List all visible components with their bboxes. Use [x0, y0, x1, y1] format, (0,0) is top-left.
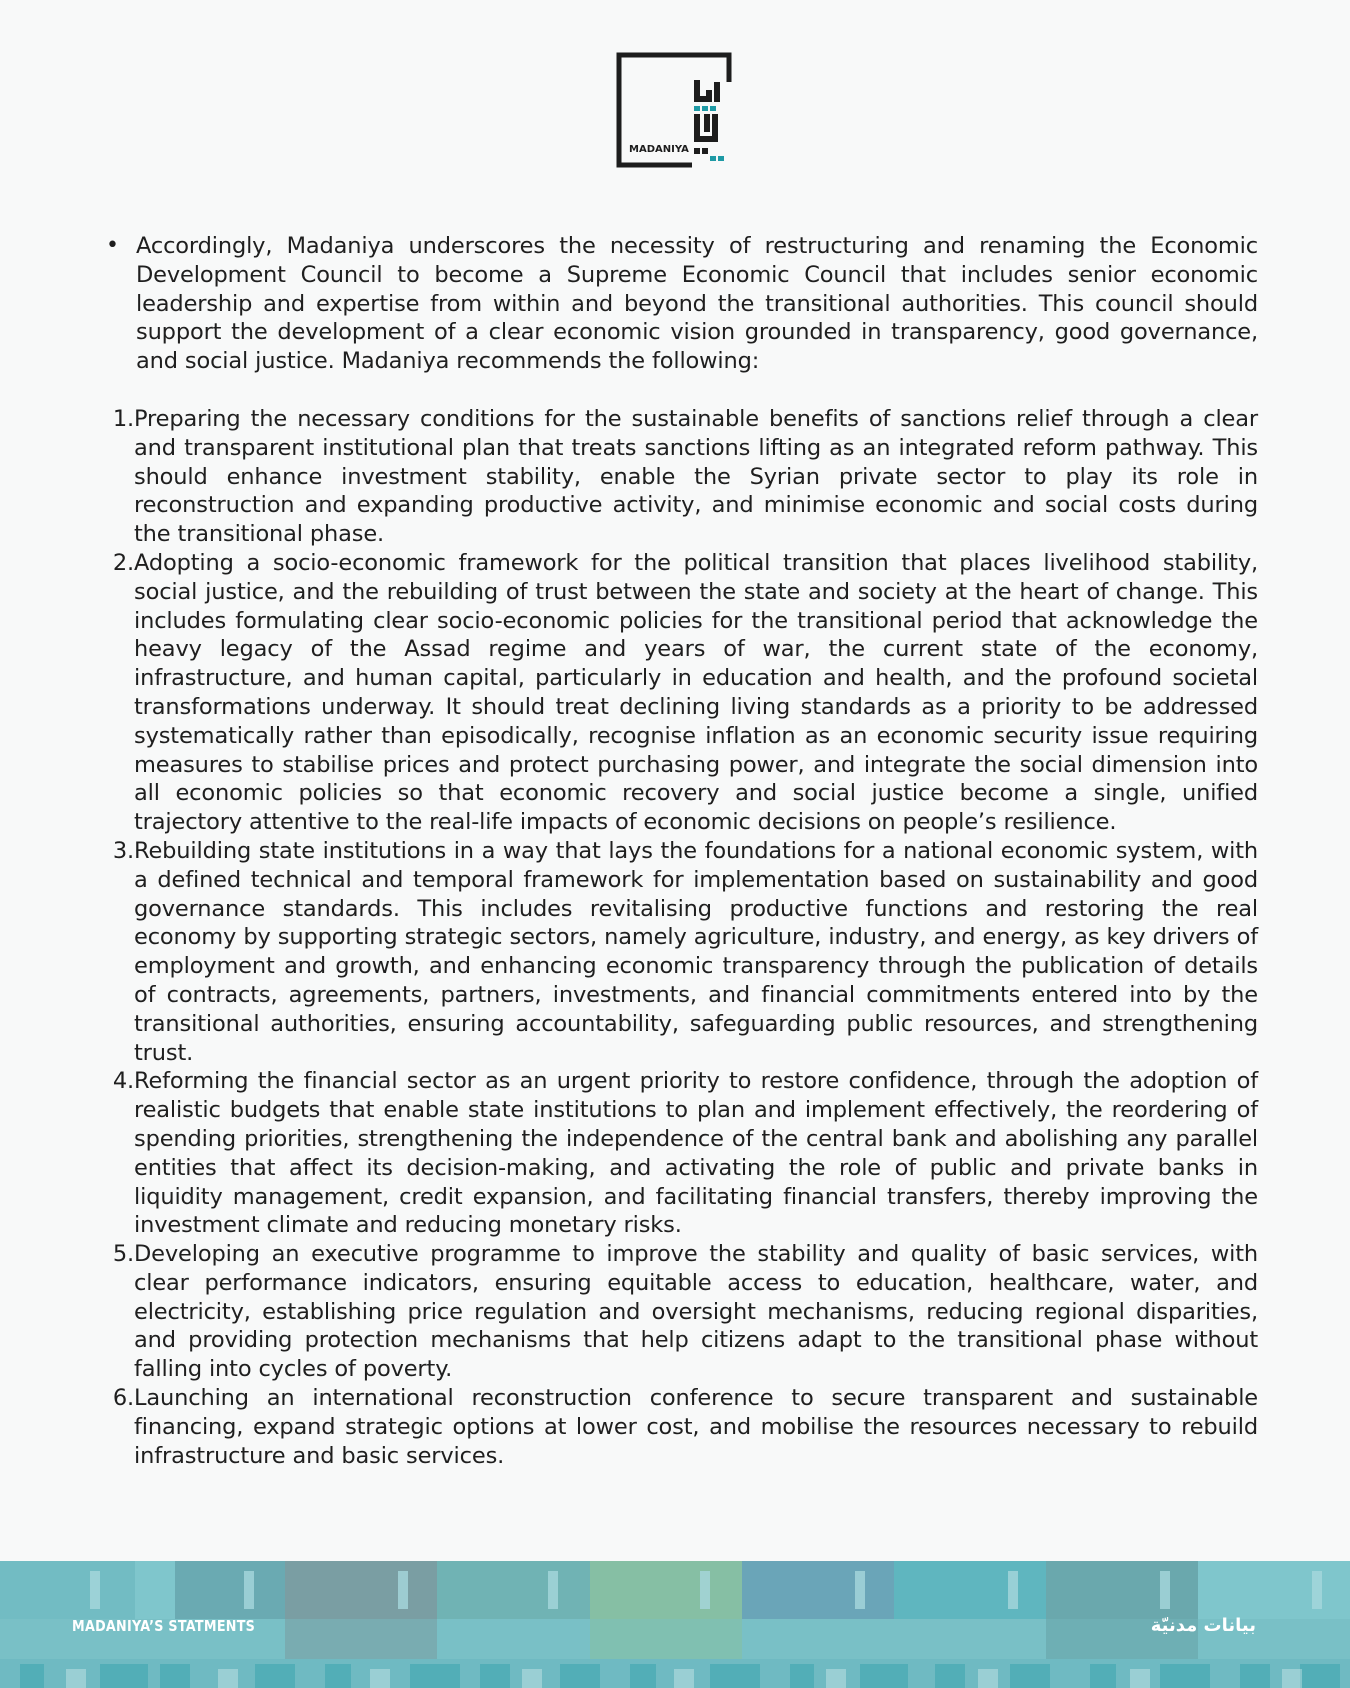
madaniya-logo: [616, 52, 736, 170]
recommendation-text: Preparing the necessary conditions for the sustainable benefits of sanctions relief through a clear and transparent institutional plan that treats sanctions lifting as an integrated reform pathway. This should enhance investment stability, enable the Syrian private sector to play its role in reconstruction and expanding productive activity, and minimise economic and social costs during the transitional phase.: [134, 405, 1258, 548]
recommendation-text: Rebuilding state institutions in a way that lays the foundations for a national economic system, with a defined technical and temporal framework for implementation based on sustainability and good governance standards. This includes revitalising productive functions and restoring the real economy by supporting strategic sectors, namely agriculture, industry, and energy, as key drivers of employment and growth, and enhancing economic transparency through the publication of details of contracts, agreements, partners, investments, and financial commitments entered into by the transitional authorities, ensuring accountability, safeguarding public resources, and strengthening trust.: [134, 837, 1258, 1066]
list-number: 5.: [112, 1241, 134, 1268]
recommendation-item: [104, 405, 1258, 549]
statement-body: [104, 232, 1258, 1470]
recommendation-item: [104, 549, 1258, 837]
bullet-marker: •: [106, 233, 119, 258]
recommendations-list: [104, 405, 1258, 1470]
recommendation-item: [104, 1067, 1258, 1240]
recommendation-item: [104, 1384, 1258, 1470]
list-number: 1.: [112, 405, 134, 432]
footer-banner: [0, 1561, 1350, 1688]
list-number: 2.: [112, 549, 134, 576]
footer-arabic-label: بيانات مدنيّة: [1150, 1615, 1256, 1636]
intro-text: Accordingly, Madaniya underscores the necessity of restructuring and renaming the Economic Development Council to become a Supreme Economic Council that includes senior economic leadership and expertise from within and beyond the transitional authorities. This council should support the development of a clear economic vision grounded in transparency, good governance, and social justice. Madaniya recommends the following:: [136, 233, 1258, 375]
recommendation-text: Developing an executive programme to improve the stability and quality of basic services, with clear performance indicators, ensuring equitable access to education, healthcare, water, and electricity, establishing price regulation and oversight mechanisms, reducing regional disparities, and providing protection mechanisms that help citizens adapt to the transitional phase without falling into cycles of poverty.: [134, 1241, 1258, 1383]
list-number: 3.: [112, 837, 134, 864]
recommendation-text: Launching an international reconstruction conference to secure transparent and sustainable financing, expand strategic options at lower cost, and mobilise the resources necessary to rebuild infrastructure and basic services.: [134, 1385, 1258, 1469]
logo-wordmark: MADANIYA: [629, 144, 689, 155]
list-number: 4.: [112, 1068, 134, 1095]
recommendation-text: Adopting a socio-economic framework for the political transition that places livelihood stability, social justice, and the rebuilding of trust between the state and society at the heart of change. This includes formulating clear socio-economic policies for the transitional period that acknowledge the heavy legacy of the Assad regime and years of war, the current state of the economy, infrastructure, and human capital, particularly in education and health, and the profound societal transformations underway. It should treat declining living standards as a priority to be addressed systematically rather than episodically, recognise inflation as an economic security issue requiring measures to stabilise prices and protect purchasing power, and integrate the social dimension into all economic policies so that economic recovery and social justice become a single, unified trajectory attentive to the real-life impacts of economic decisions on people’s resilience.: [134, 549, 1258, 836]
footer-statements-label: MADANIYA’S STATMENTS: [72, 1617, 256, 1635]
list-number: 6.: [112, 1385, 134, 1412]
recommendation-text: Reforming the financial sector as an urgent priority to restore confidence, through the adoption of realistic budgets that enable state institutions to plan and implement effectively, the reordering of spending priorities, strengthening the independence of the central bank and abolishing any parallel entities that affect its decision-making, and activating the role of public and private banks in liquidity management, credit expansion, and facilitating financial transfers, thereby improving the investment climate and reducing monetary risks.: [134, 1068, 1258, 1239]
intro-paragraph: [104, 232, 1258, 376]
recommendation-item: [104, 1240, 1258, 1384]
recommendation-item: [104, 837, 1258, 1067]
